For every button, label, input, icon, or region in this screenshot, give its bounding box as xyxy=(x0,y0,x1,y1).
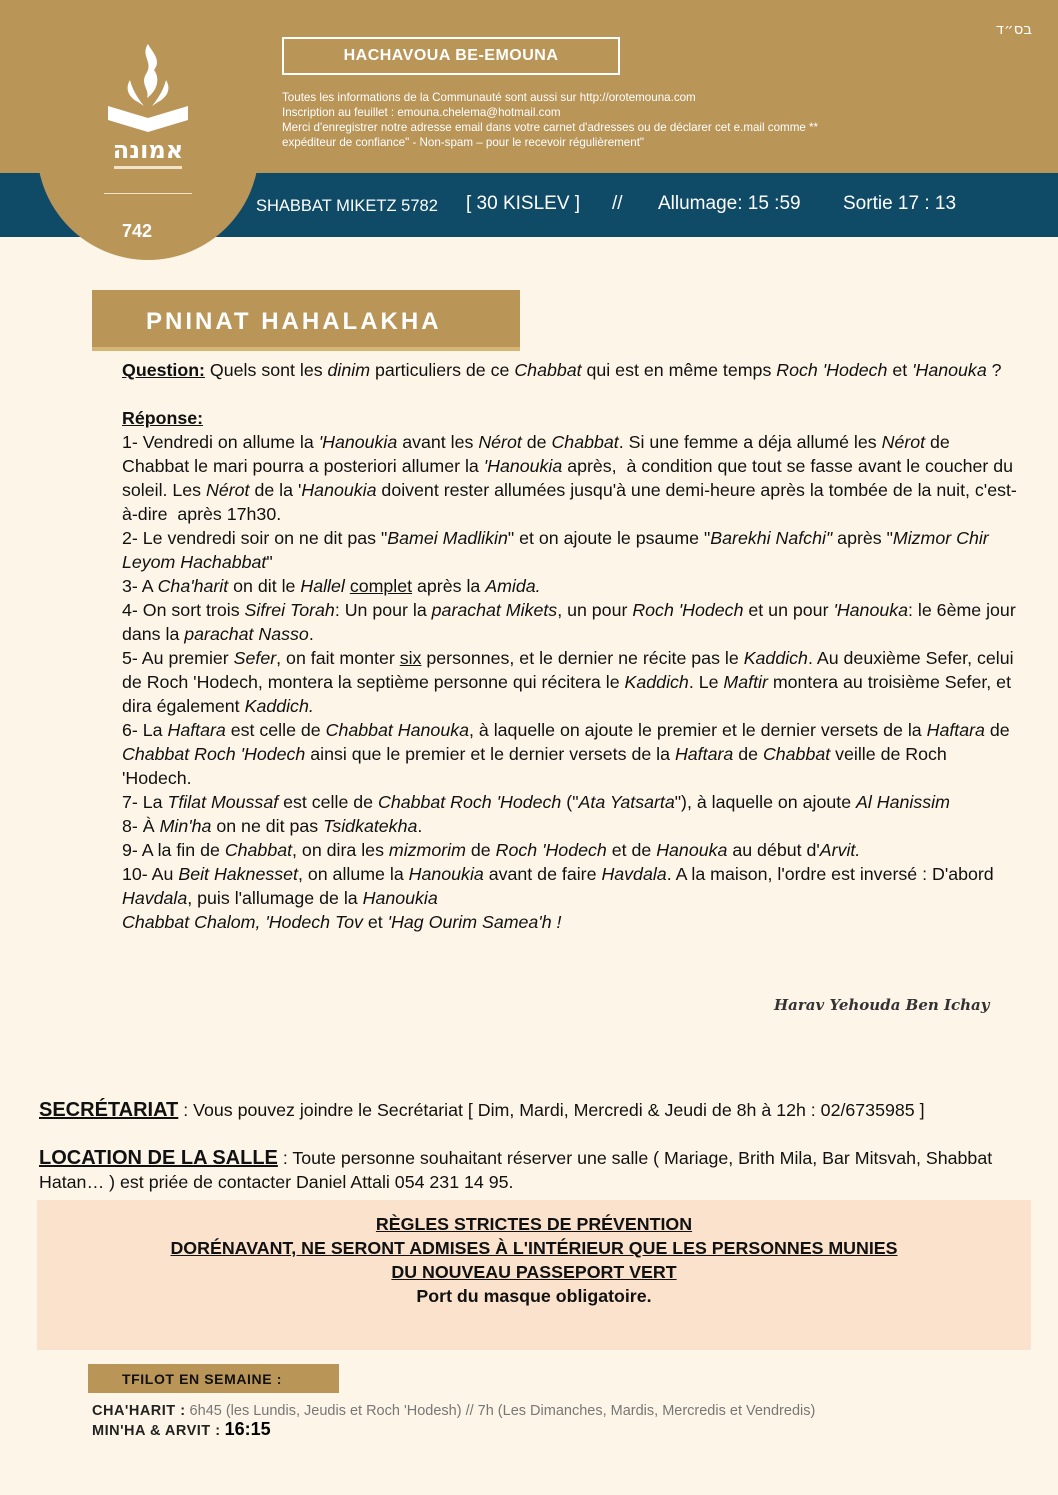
shabbat-end-time: Sortie 17 : 13 xyxy=(843,193,957,214)
closing-greeting: Chabbat Chalom, 'Hodech Tov et 'Hag Ourim Samea'h ! xyxy=(122,912,562,932)
question-paragraph: Question: Quels sont les dinim particuliers de ce Chabbat qui est en même temps Roch 'Hodech et 'Hanouka ? xyxy=(122,360,1002,380)
minha-label: MIN'HA & ARVIT : xyxy=(92,1423,221,1439)
minha-time: 16:15 xyxy=(224,1419,271,1439)
warning-line: DORÉNAVANT, NE SERONT ADMISES À L'INTÉRIEUR QUE LES PERSONNES MUNIES xyxy=(170,1238,898,1258)
reponse-item-5: 5- Au premier Sefer, on fait monter six personnes, et le dernier ne récite pas le Kaddich. Au deuxième Sefer, celui de Roch 'Hodech, montera la septième personne qui récitera le Kaddich. Le Maftir montera au troisième Sefer, et dira également Kaddich. xyxy=(122,648,1014,716)
location-text: : Toute personne souhaitant réserver une salle ( Mariage, Brith Mila, Bar Mitsvah, Shabbat Hatan… ) est priée de contacter Daniel Attali 054 231 14 95. xyxy=(39,1148,993,1192)
reponse-item-6: 6- La Haftara est celle de Chabbat Hanouka, à laquelle on ajoute le premier et le dernier versets de la Haftara de Chabbat Roch 'Hodech ainsi que le premier et le dernier versets de la Haftara de Chabbat veille de Roch 'Hodech. xyxy=(122,720,1010,788)
location-label: LOCATION DE LA SALLE xyxy=(39,1147,278,1169)
band-separator: // xyxy=(612,193,623,214)
info-line: Toutes les informations de la Communauté sont aussi sur http://orotemouna.com xyxy=(282,91,696,104)
logo-divider xyxy=(104,193,192,194)
bsd-mark: בס״ד xyxy=(995,20,1032,38)
info-line: Inscription au feuillet : emouna.chelema@hotmail.com xyxy=(282,106,561,119)
reponse-item-4: 4- On sort trois Sifrei Torah: Un pour la parachat Mikets, un pour Roch 'Hodech et un pour 'Hanouka: le 6ème jour dans la parachat Nasso. xyxy=(122,600,1016,644)
secretariat-text: : Vous pouvez joindre le Secrétariat [ Dim, Mardi, Mercredi & Jeudi de 8h à 12h : 02/6735985 ] xyxy=(178,1100,925,1120)
shabbat-name: SHABBAT MIKETZ 5782 xyxy=(256,197,438,215)
reponse-item-10: 10- Au Beit Haknesset, on allume la Hanoukia avant de faire Havdala. A la maison, l'ordre est inversé : D'abord Havdala, puis l'allumage de la Hanoukia xyxy=(122,864,994,908)
info-line: expéditeur de confiance" - Non-spam – pour le recevoir régulièrement" xyxy=(282,136,645,149)
halakha-article xyxy=(122,358,1018,934)
hebrew-date: [ 30 KISLEV ] xyxy=(466,193,581,214)
prayer-times xyxy=(92,1402,815,1440)
reponse-item-2: 2- Le vendredi soir on ne dit pas "Bamei Madlikin" et on ajoute le psaume "Barekhi Nafchi" après "Mizmor Chir Leyom Hachabbat" xyxy=(122,528,989,572)
issue-number: 742 xyxy=(122,221,153,241)
warning-title: RÈGLES STRICTES DE PRÉVENTION xyxy=(375,1214,693,1234)
prevention-rules-box xyxy=(37,1200,1031,1350)
section-title: PNINAT HAHALAKHA xyxy=(146,308,442,335)
secretariat-notice xyxy=(39,1098,1029,1122)
reponse-item-3: 3- A Cha'harit on dit le Hallel complet après la Amida. xyxy=(122,576,541,596)
newsletter-title: HACHAVOUA BE-EMOUNA xyxy=(282,37,620,75)
warning-line: DU NOUVEAU PASSEPORT VERT xyxy=(391,1262,677,1282)
reponse-item-9: 9- A la fin de Chabbat, on dira les mizmorim de Roch 'Hodech et de Hanouka au début d'Arvit. xyxy=(122,840,861,860)
candle-lighting-time: Allumage: 15 :59 xyxy=(658,193,801,214)
community-info xyxy=(282,90,982,150)
reponse-heading xyxy=(122,406,1018,430)
location-notice xyxy=(39,1146,1029,1194)
reponse-item-1: 1- Vendredi on allume la 'Hanoukia avant les Nérot de Chabbat. Si une femme a déja allumé les Nérot de Chabbat le mari pourra a posteriori allumer la 'Hanoukia après, à condition que tout se fasse avant le coucher du soleil. Les Nérot de la 'Hanoukia doivent rester allumées jusqu'à une demi-heure après la tombée de la nuit, c'est-à-dire après 17h30. xyxy=(122,432,1017,524)
question-label: Question: xyxy=(122,360,205,380)
reponse-item-7: 7- La Tfilat Moussaf est celle de Chabbat Roch 'Hodech ("Ata Yatsarta"), à laquelle on ajoute Al Hanissim xyxy=(122,792,950,812)
mask-notice: Port du masque obligatoire. xyxy=(416,1286,652,1306)
article-author: Harav Yehouda Ben Ichay xyxy=(774,996,990,1014)
chaharit-row xyxy=(92,1402,815,1420)
info-line: Merci d'enregistrer notre adresse email dans votre carnet d'adresses ou de déclarer cet e.mail comme ** xyxy=(282,121,819,134)
tfilot-title: TFILOT EN SEMAINE : xyxy=(88,1364,339,1393)
secretariat-label: SECRÉTARIAT xyxy=(39,1099,179,1121)
chaharit-label: CHA'HARIT : xyxy=(92,1403,186,1419)
reponse-item-8: 8- À Min'ha on ne dit pas Tsidkatekha. xyxy=(122,816,423,836)
reponse-label: Réponse: xyxy=(122,408,204,428)
emouna-logo-icon xyxy=(100,40,196,180)
logo-hebrew-text: אמונה xyxy=(112,136,184,164)
chaharit-times: 6h45 (les Lundis, Jeudis et Roch 'Hodesh) // 7h (Les Dimanches, Mardis, Mercredis et Vendredis) xyxy=(185,1403,816,1419)
minha-row xyxy=(92,1420,815,1440)
